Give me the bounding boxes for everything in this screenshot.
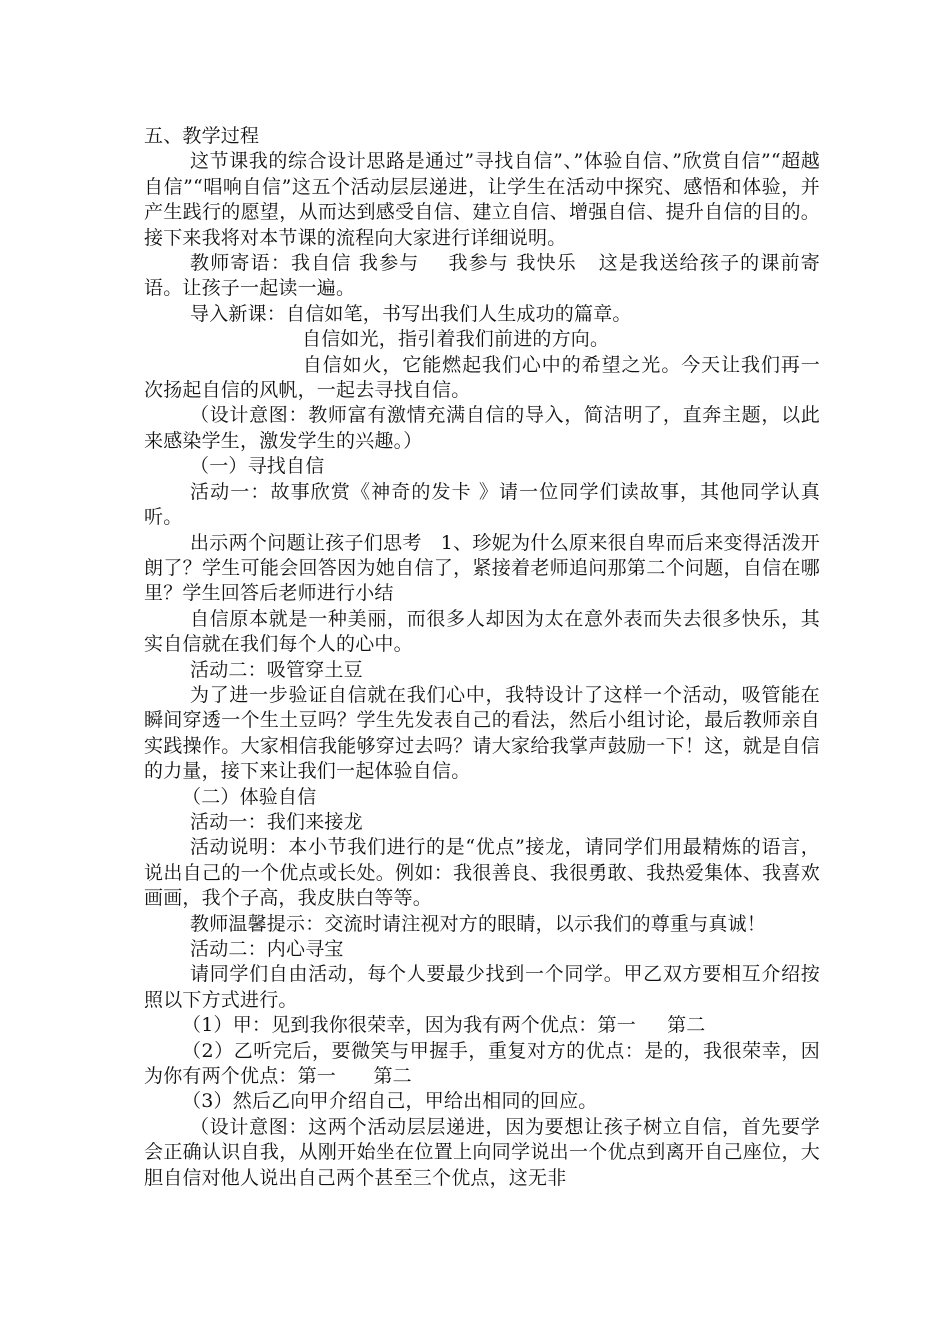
paragraph-treasure-description: 请同学们自由活动，每个人要最少找到一个同学。甲乙双方要相互介绍按照以下方式进行。 — [144, 963, 820, 1011]
paragraph-step-3: （3）然后乙向甲介绍自己，甲给出相同的回应。 — [182, 1090, 598, 1113]
paragraph-questions: 出示两个问题让孩子们思考 1、珍妮为什么原来很自卑而后来变得活泼开朗了？学生可能会回答因为她自信了，紧接着老师追问那第二个问题，自信在哪里？学生回答后老师进行小结 — [144, 531, 820, 605]
section-heading: 五、教学过程 — [144, 125, 260, 147]
paragraph-teacher-tip: 教师温馨提示：交流时请注视对方的眼睛，以示我们的尊重与真诚！ — [190, 912, 767, 935]
subheading-find-confidence: （一）寻找自信 — [190, 455, 325, 478]
paragraph-activity-story: 活动一：故事欣赏《神奇的发卡 》请一位同学们读故事，其他同学认真听。 — [144, 480, 820, 529]
paragraph-intro-3: 自信如火，它能燃起我们心中的希望之光。今天让我们再一次扬起自信的风帆，一起去寻找自信。 — [144, 353, 820, 402]
paragraph-design-intent-2: （设计意图：这两个活动层层递进，因为要想让孩子树立自信，首先要学会正确认识自我，从刚开始坐在位置上向同学说出一个优点到离开自己座位，大胆自信对他人说出自己两个甚至三个优点，这无非 — [144, 1115, 820, 1189]
paragraph-activity-straw: 活动二：吸管穿土豆 — [190, 658, 363, 681]
paragraph-summary-beauty: 自信原本就是一种美丽，而很多人却因为太在意外表而失去很多快乐，其实自信就在我们每个人的心中。 — [144, 607, 820, 656]
paragraph-activity-treasure: 活动二：内心寻宝 — [190, 938, 344, 960]
paragraph-intro-2: 自信如光，指引着我们前进的方向。 — [302, 328, 610, 351]
paragraph-activity-relay: 活动一：我们来接龙 — [190, 810, 363, 833]
paragraph-design-idea: 这节课我的综合设计思路是通过”寻找自信”、”体验自信、”欣赏自信”“超越自信”“唱响自信”这五个活动层层递进，让学生在活动中探究、感悟和体验，并产生践行的愿望，从而达到感受自信、建立自信、增强自信、提升自信的目的。 接下来我将对本节课的流程向大家进行详细说明。 — [144, 150, 833, 249]
paragraph-step-1: （1）甲：见到我你很荣幸，因为我有两个优点：第一 第二 — [182, 1014, 706, 1037]
paragraph-intro-1: 导入新课：自信如笔，书写出我们人生成功的篇章。 — [190, 302, 632, 325]
paragraph-relay-description: 活动说明：本小节我们进行的是“优点”接龙，请同学们用最精炼的语言，说出自己的一个优点或长处。例如：我很善良、我很勇敢、我热爱集体、我喜欢画画，我个子高，我皮肤白等等。 — [144, 836, 820, 910]
subheading-experience-confidence: （二）体验自信 — [182, 785, 317, 808]
document-body — [144, 124, 833, 1191]
paragraph-design-intent-1: （设计意图：教师富有激情充满自信的导入，简洁明了，直奔主题，以此来感染学生，激发学生的兴趣。） — [144, 404, 820, 452]
paragraph-teacher-message: 教师寄语：我自信 我参与 我参与 我快乐 这是我送给孩子的课前寄语。让孩子一起读一遍。 — [144, 252, 820, 300]
paragraph-straw-description: 为了进一步验证自信就在我们心中，我特设计了这样一个活动，吸管能在瞬间穿透一个生土豆吗？学生先发表自己的看法，然后小组讨论，最后教师亲自实践操作。大家相信我能够穿过去吗？请大家给我掌声鼓励一下！这，就是自信的力量，接下来让我们一起体验自信。 — [144, 683, 820, 783]
paragraph-step-2: （2）乙听完后，要微笑与甲握手，重复对方的优点：是的，我很荣幸，因为你有两个优点：第一 第二 — [144, 1039, 820, 1088]
